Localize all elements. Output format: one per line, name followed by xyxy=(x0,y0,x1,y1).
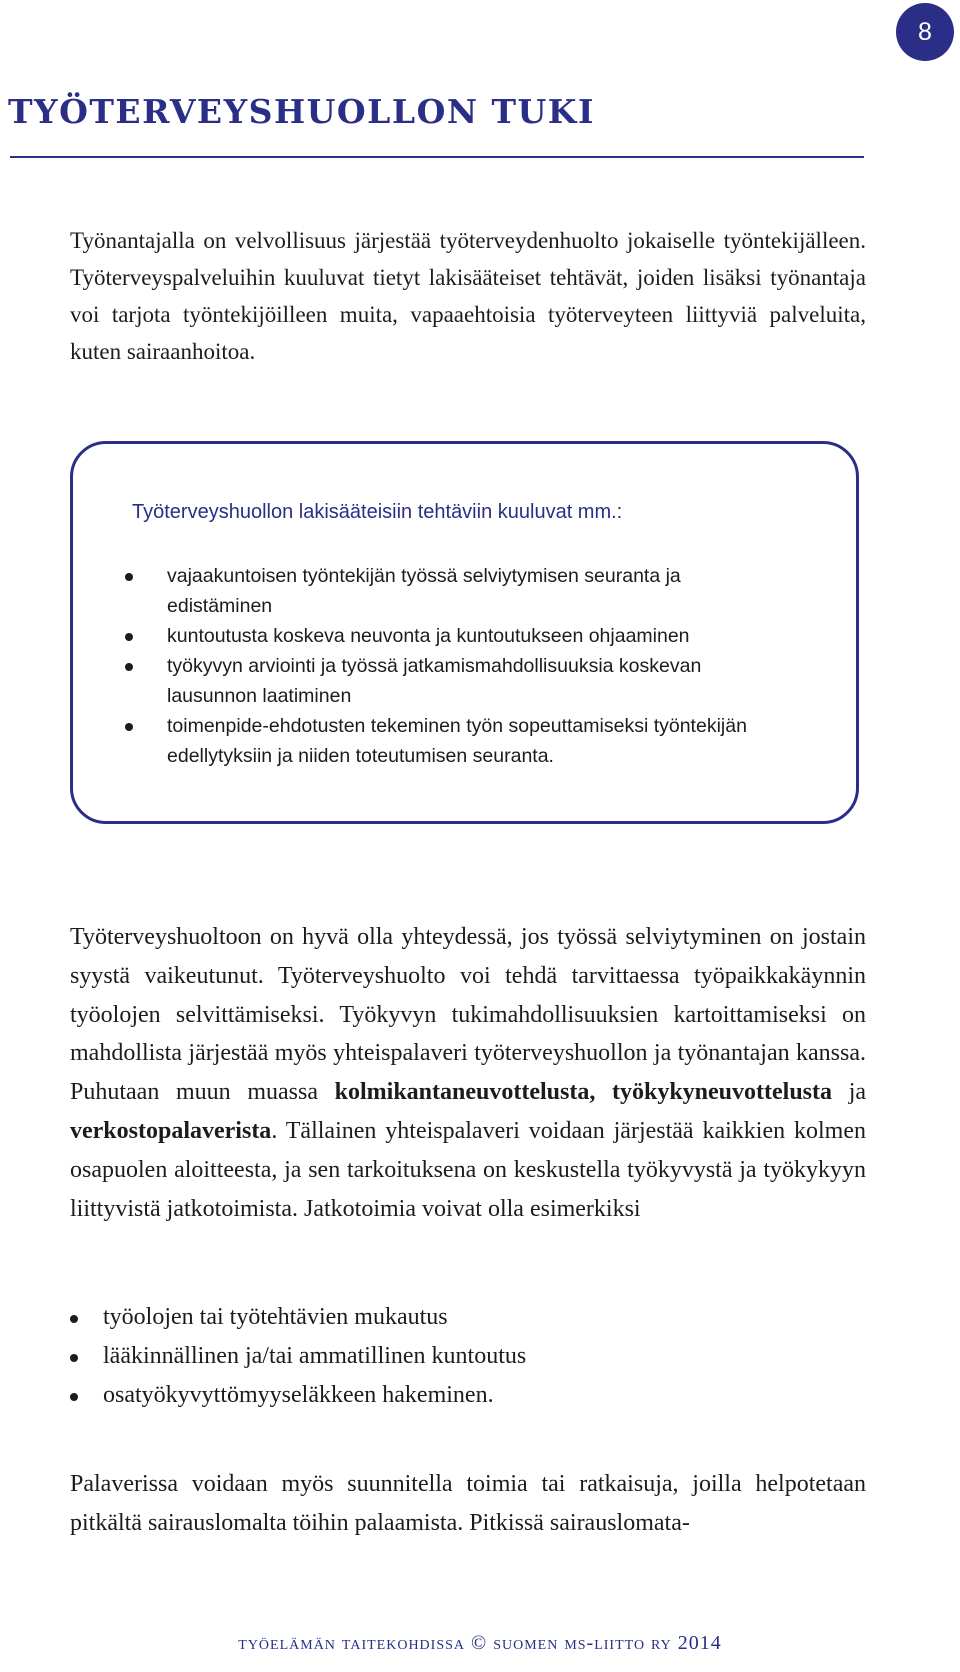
bold-term-kolmikanta: kolmikantaneuvottelusta, työkykyneuvottelusta xyxy=(334,1079,833,1106)
intro-paragraph: Työnantajalla on velvollisuus järjestää työterveydenhuolto jokaiselle työntekijälleen. Työterveyspalveluihin kuuluvat tietyt lakisääteiset tehtävät, joiden lisäksi työnantaja voi tarjota työntekijöilleen muita, vapaaehtoisia työterveyteen liittyviä palveluita, kuten sairaanhoitoa. xyxy=(70,228,866,364)
main-paragraph xyxy=(70,918,866,1228)
bold-term-verkosto: verkostopalaverista xyxy=(70,1117,272,1144)
title-underline xyxy=(10,156,864,158)
legal-duties-list xyxy=(125,561,765,771)
list-item: toimenpide-ehdotusten tekeminen työn sopeuttamiseksi työntekijän edellytyksiin ja niiden toteutumisen seuranta. xyxy=(125,711,765,771)
box-heading: Työterveyshuollon lakisääteisiin tehtäviin kuuluvat mm.: xyxy=(132,501,623,523)
page-number-badge: 8 xyxy=(896,3,954,61)
main-text-part2: . Tällainen yhteispalaveri voidaan järjestää kaikkien kolmen osapuolen aloitteesta, ja sen tarkoituksena on keskustella työkyvystä ja työkykyyn liittyvistä jatkotoimista. Jatkotoimia voivat olla esimerkiksi xyxy=(70,1117,866,1222)
main-text-part1: Työterveyshuoltoon on hyvä olla yhteydessä, jos työssä selviytyminen on jostain syystä vaikeutunut. Työterveyshuolto voi tehdä tarvittaessa työpaikkakäynnin työolojen selvittämiseksi. Työkyvyn tukimahdollisuuksien kartoittamiseksi on mahdollista järjestää myös yhteispalaveri työterveyshuollon ja työnantajan kanssa. Puhutaan muun muassa xyxy=(70,924,866,1106)
list-item: osatyökyvyttömyyseläkkeen hakeminen. xyxy=(70,1376,526,1415)
main-text-mid: ja xyxy=(832,1079,867,1106)
page-footer: työelämän taitekohdissa © suomen ms-liitto ry 2014 xyxy=(238,1632,722,1654)
list-item: lääkinnällinen ja/tai ammatillinen kuntoutus xyxy=(70,1337,526,1376)
list-item: kuntoutusta koskeva neuvonta ja kuntoutukseen ohjaaminen xyxy=(125,621,765,651)
list-item: työolojen tai työtehtävien mukautus xyxy=(70,1298,526,1337)
page-title: TYÖTERVEYSHUOLLON TUKI xyxy=(8,92,595,131)
legal-duties-box xyxy=(70,441,859,824)
list-item: vajaakuntoisen työntekijän työssä selviytymisen seuranta ja edistäminen xyxy=(125,561,765,621)
list-item: työkyvyn arviointi ja työssä jatkamismahdollisuuksia koskevan lausunnon laatiminen xyxy=(125,651,765,711)
follow-up-list xyxy=(70,1298,526,1414)
closing-paragraph: Palaverissa voidaan myös suunnitella toimia tai ratkaisuja, joilla helpotetaan pitkältä sairauslomalta töihin palaamista. Pitkissä sairauslomata- xyxy=(70,1471,866,1536)
